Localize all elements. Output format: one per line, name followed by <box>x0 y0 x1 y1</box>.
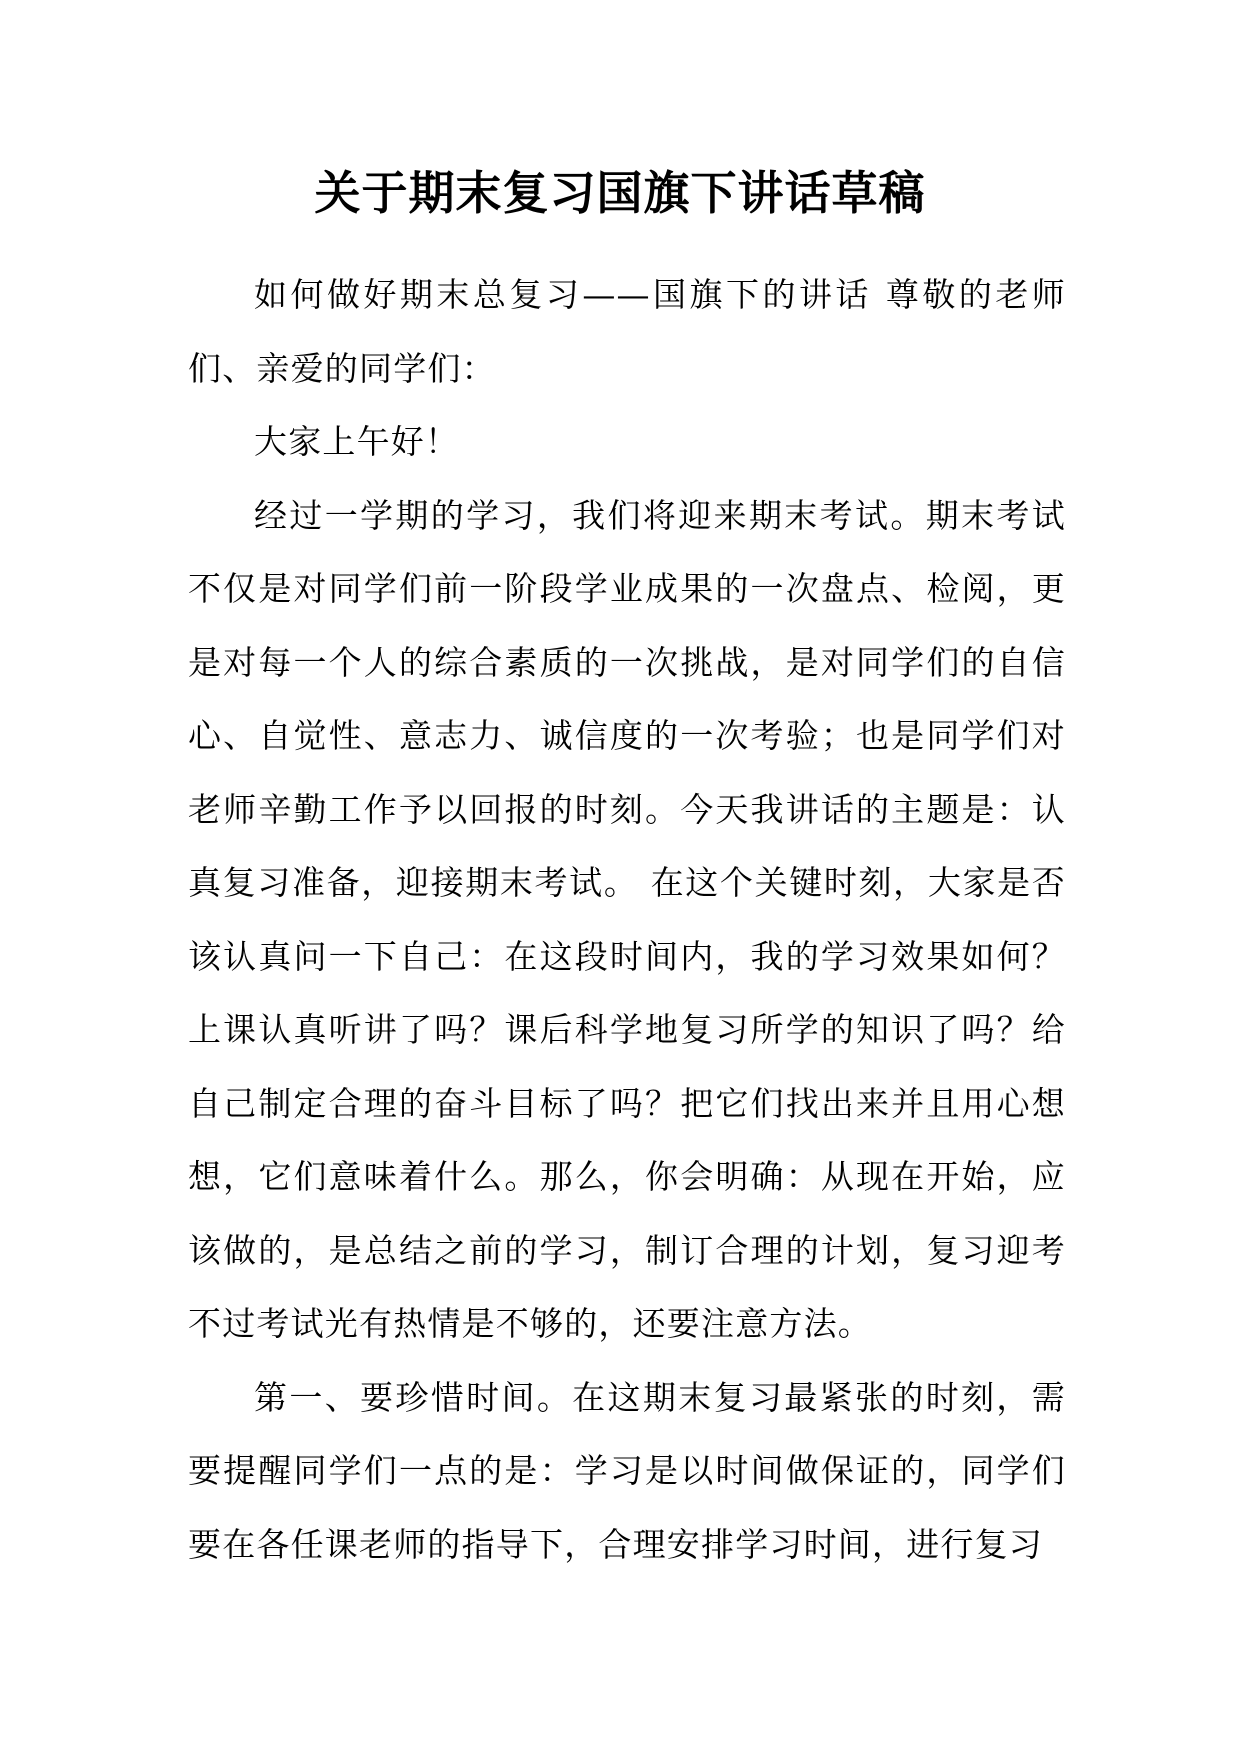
paragraph-hello: 大家上午好！ <box>254 422 460 461</box>
paragraph-greeting: 如何做好期末总复习——国旗下的讲话 尊敬的老师们、亲爱的同学们： <box>188 275 1066 388</box>
paragraph-main: 经过一学期的学习，我们将迎来期末考试。期末考试不仅是对同学们前一阶段学业成果的一次盘点、检阅，更是对每一个人的综合素质的一次挑战，是对同学们的自信心、自觉性、意志力、诚信度的一次考验；也是同学们对老师辛勤工作予以回报的时刻。今天我讲话的主题是：认真复习准备，迎接期末考试。 在这个关键时刻，大家是否该认真问一下自己：在这段时间内，我的学习效果如何？上课认真听讲了吗？课后科学地复习所学的知识了吗？给自己制定合理的奋斗目标了吗？把它们找出来并且用心想想，它们意味着什么。那么，你会明确：从现在开始，应该做的，是总结之前的学习，制订合理的计划，复习迎考不过考试光有热情是不够的，还要注意方法。 <box>188 495 1066 1343</box>
paragraph-first-point: 第一、要珍惜时间。在这期末复习最紧张的时刻，需要提醒同学们一点的是：学习是以时间做保证的，同学们要在各任课老师的指导下，合理安排学习时间，进行复习 <box>188 1377 1066 1564</box>
document-body <box>188 258 1066 1581</box>
document-title: 关于期末复习国旗下讲话草稿 <box>314 166 926 220</box>
